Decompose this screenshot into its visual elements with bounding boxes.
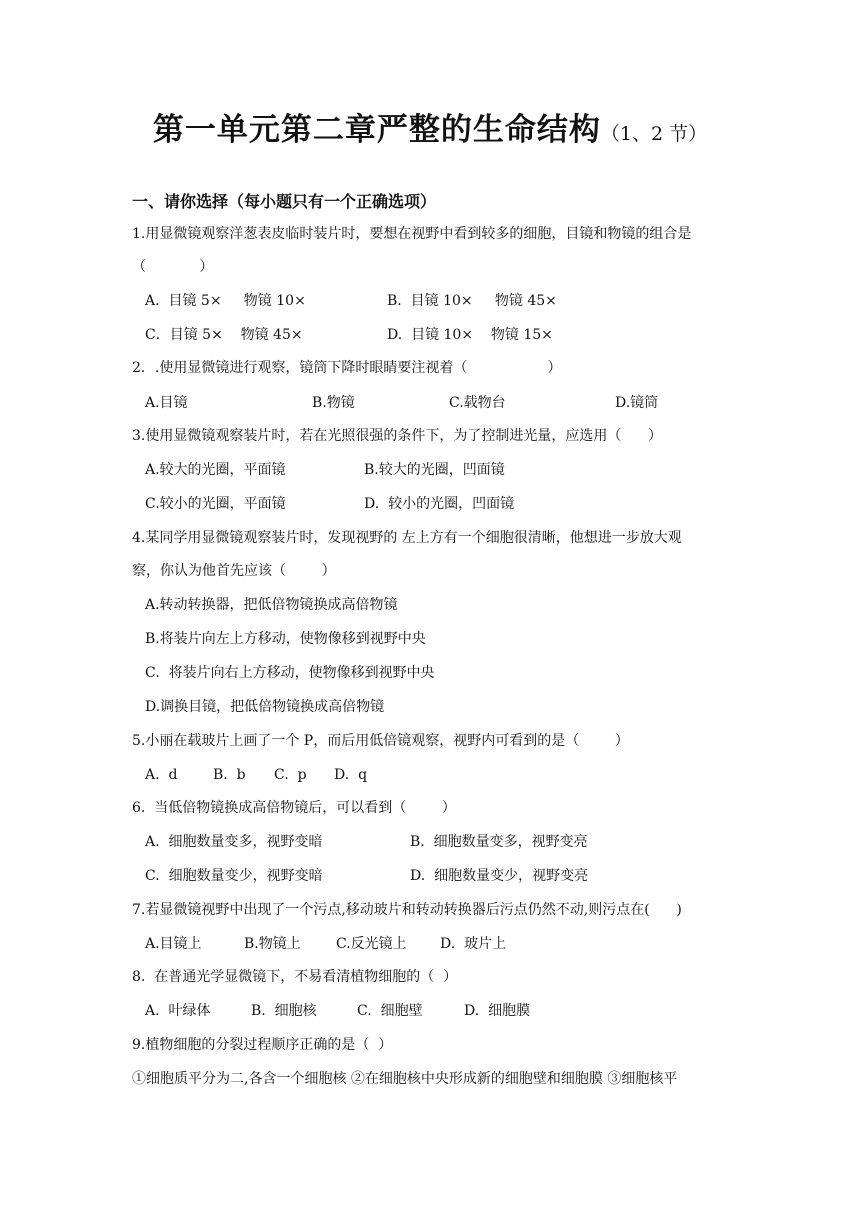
q2-option-a: A.目镜 (145, 395, 188, 411)
q6-option-c: C. 细胞数量变少，视野变暗 (145, 868, 323, 884)
title-main: 第一单元第二章严整的生命结构 (152, 112, 601, 148)
q1-option-c: C．目镜 5× 物镜 45× (145, 327, 303, 343)
q7-option-d: D. 玻片上 (440, 936, 507, 952)
q6-option-d: D. 细胞数量变少，视野变亮 (410, 868, 589, 884)
q5-option-b: B. b (213, 767, 246, 783)
q7-option-b: B.物镜上 (244, 936, 301, 952)
q1-option-d: D. 目镜 10× 物镜 15× (387, 327, 553, 343)
q3-option-d: D. 较小的光圈，凹面镜 (364, 496, 515, 512)
q8-option-a: A. 叶绿体 (145, 1003, 211, 1019)
page-title (0, 104, 860, 149)
q8-option-d: D. 细胞膜 (464, 1003, 531, 1019)
q4-option-c: C. 将装片向右上方移动，使物像移到视野中央 (145, 665, 435, 681)
q8-option-b: B. 细胞核 (251, 1003, 317, 1019)
question-1-blank: （ ） (132, 259, 214, 275)
q2-option-d: D.镜筒 (615, 395, 659, 411)
q6-option-a: A. 细胞数量变多，视野变暗 (145, 834, 323, 850)
q3-option-a: A.较大的光圈，平面镜 (145, 462, 286, 478)
q4-option-d: D.调换目镜，把低倍物镜换成高倍物镜 (145, 699, 385, 715)
question-5-text: 5.小丽在载玻片上画了一个 P，而后用低倍镜观察，视野内可看到的是（ ） (132, 733, 629, 749)
q2-option-c: C.载物台 (449, 395, 506, 411)
question-9-continuation: ①细胞质平分为二,各含一个细胞核 ②在细胞核中央形成新的细胞壁和细胞膜 ③细胞核平 (132, 1071, 678, 1087)
q1-option-a: A. 目镜 5× 物镜 10× (145, 293, 306, 309)
q7-option-c: C.反光镜上 (336, 936, 407, 952)
q5-option-a: A. d (145, 767, 178, 783)
title-subtitle: （1、2 节） (600, 123, 708, 145)
q1-option-b: B. 目镜 10× 物镜 45× (387, 293, 557, 309)
question-3-text: 3.使用显微镜观察装片时，若在光照很强的条件下，为了控制进光量，应选用（ ） (132, 428, 663, 444)
question-4-text: 4.某同学用显微镜观察装片时，发现视野的 左上方有一个细胞很清晰，他想进一步放大观 (132, 530, 682, 546)
q5-option-c: C. p (274, 767, 307, 783)
question-4-text-cont: 察，你认为他首先应该（ ） (132, 563, 336, 579)
q3-option-b: B.较大的光圈，凹面镜 (364, 462, 505, 478)
question-6-text: 6. 当低倍物镜换成高倍物镜后，可以看到（ ） (132, 800, 456, 816)
q8-option-c: C. 细胞壁 (357, 1003, 423, 1019)
q2-option-b: B.物镜 (312, 395, 355, 411)
q4-option-a: A.转动转换器，把低倍物镜换成高倍物镜 (145, 597, 398, 613)
question-8-text: 8. 在普通光学显微镜下，不易看清植物细胞的（ ） (132, 969, 458, 985)
question-2-text: 2．.使用显微镜进行观察，镜筒下降时眼睛要注视着（ ） (132, 360, 562, 376)
q5-option-d: D. q (334, 767, 368, 783)
q3-option-c: C.较小的光圈，平面镜 (145, 496, 286, 512)
question-9-text: 9.植物细胞的分裂过程顺序正确的是（ ） (132, 1037, 393, 1053)
q7-option-a: A.目镜上 (145, 936, 202, 952)
question-7-text: 7.若显微镜视野中出现了一个污点,移动玻片和转动转换器后污点仍然不动,则污点在( ) (132, 902, 682, 918)
section-heading: 一、请你选择（每小题只有一个正确选项） (132, 192, 437, 211)
q6-option-b: B. 细胞数量变多，视野变亮 (410, 834, 588, 850)
question-1-text: 1.用显微镜观察洋葱表皮临时装片时，要想在视野中看到较多的细胞，目镜和物镜的组合是 (132, 226, 692, 242)
q4-option-b: B.将装片向左上方移动，使物像移到视野中央 (145, 631, 426, 647)
